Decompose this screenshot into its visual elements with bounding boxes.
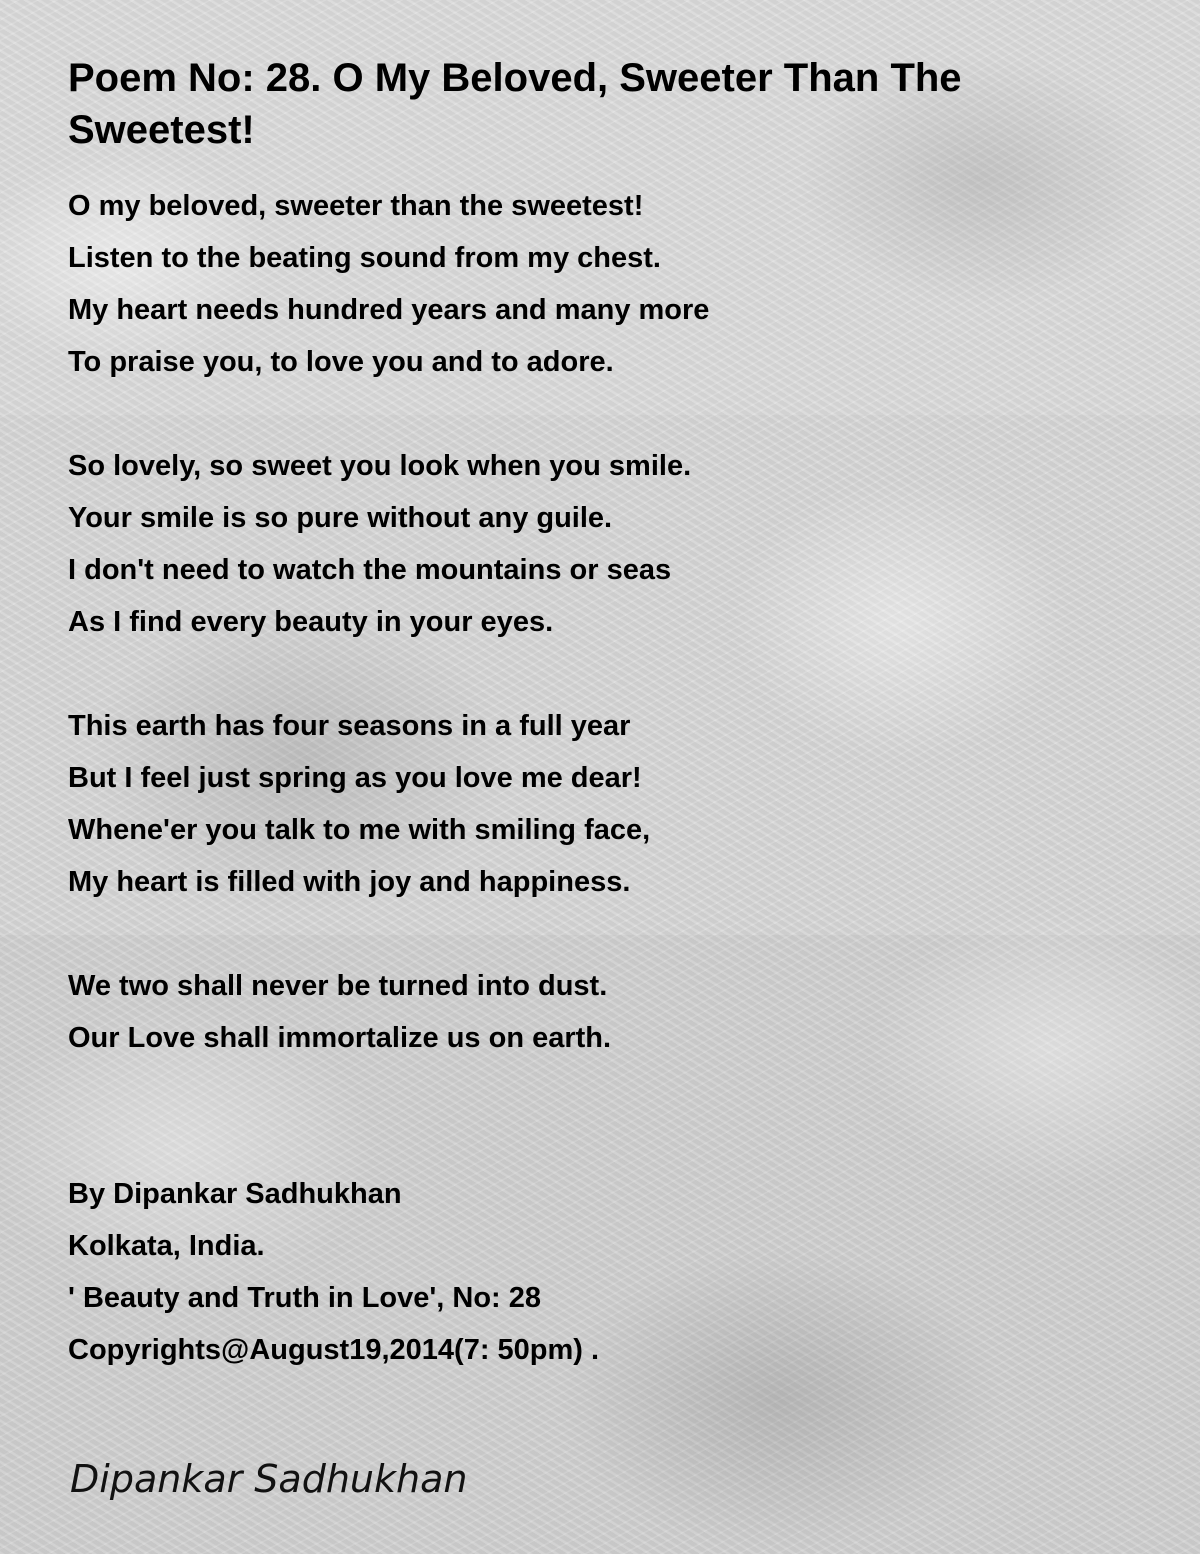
- poem-line: Our Love shall immortalize us on earth.: [68, 1022, 612, 1054]
- author-byline: [68, 1168, 1148, 1376]
- poem-line: I don't need to watch the mountains or seas: [68, 554, 672, 586]
- poem-line: We two shall never be turned into dust.: [68, 970, 608, 1002]
- byline-copyright: Copyrights@August19,2014(7: 50pm) .: [68, 1334, 600, 1366]
- byline-author: By Dipankar Sadhukhan: [68, 1178, 402, 1210]
- stanza-3: [68, 700, 1148, 908]
- byline-collection: ' Beauty and Truth in Love', No: 28: [68, 1282, 542, 1314]
- poem-line: But I feel just spring as you love me dear!: [68, 762, 642, 794]
- poem-line: Listen to the beating sound from my chest.: [68, 242, 661, 274]
- poem-line: Your smile is so pure without any guile.: [68, 502, 613, 534]
- poem-body: [68, 180, 1148, 1064]
- poem-line: O my beloved, sweeter than the sweetest!: [68, 190, 644, 222]
- poem-line: My heart is filled with joy and happiness.: [68, 866, 631, 898]
- poem-page: [68, 52, 1148, 1376]
- poem-line: This earth has four seasons in a full year: [68, 710, 631, 742]
- poem-line: Whene'er you talk to me with smiling face,: [68, 814, 651, 846]
- poem-line: So lovely, so sweet you look when you smile.: [68, 450, 692, 482]
- stanza-2: [68, 440, 1148, 648]
- poem-line: As I find every beauty in your eyes.: [68, 606, 554, 638]
- author-signature: Dipankar Sadhukhan: [70, 1457, 468, 1501]
- byline-location: Kolkata, India.: [68, 1230, 265, 1262]
- stanza-4: [68, 960, 1148, 1064]
- stanza-1: [68, 180, 1148, 388]
- poem-line: To praise you, to love you and to adore.: [68, 346, 614, 378]
- poem-title: Poem No: 28. O My Beloved, Sweeter Than The Sweetest!: [68, 56, 962, 152]
- poem-line: My heart needs hundred years and many more: [68, 294, 710, 326]
